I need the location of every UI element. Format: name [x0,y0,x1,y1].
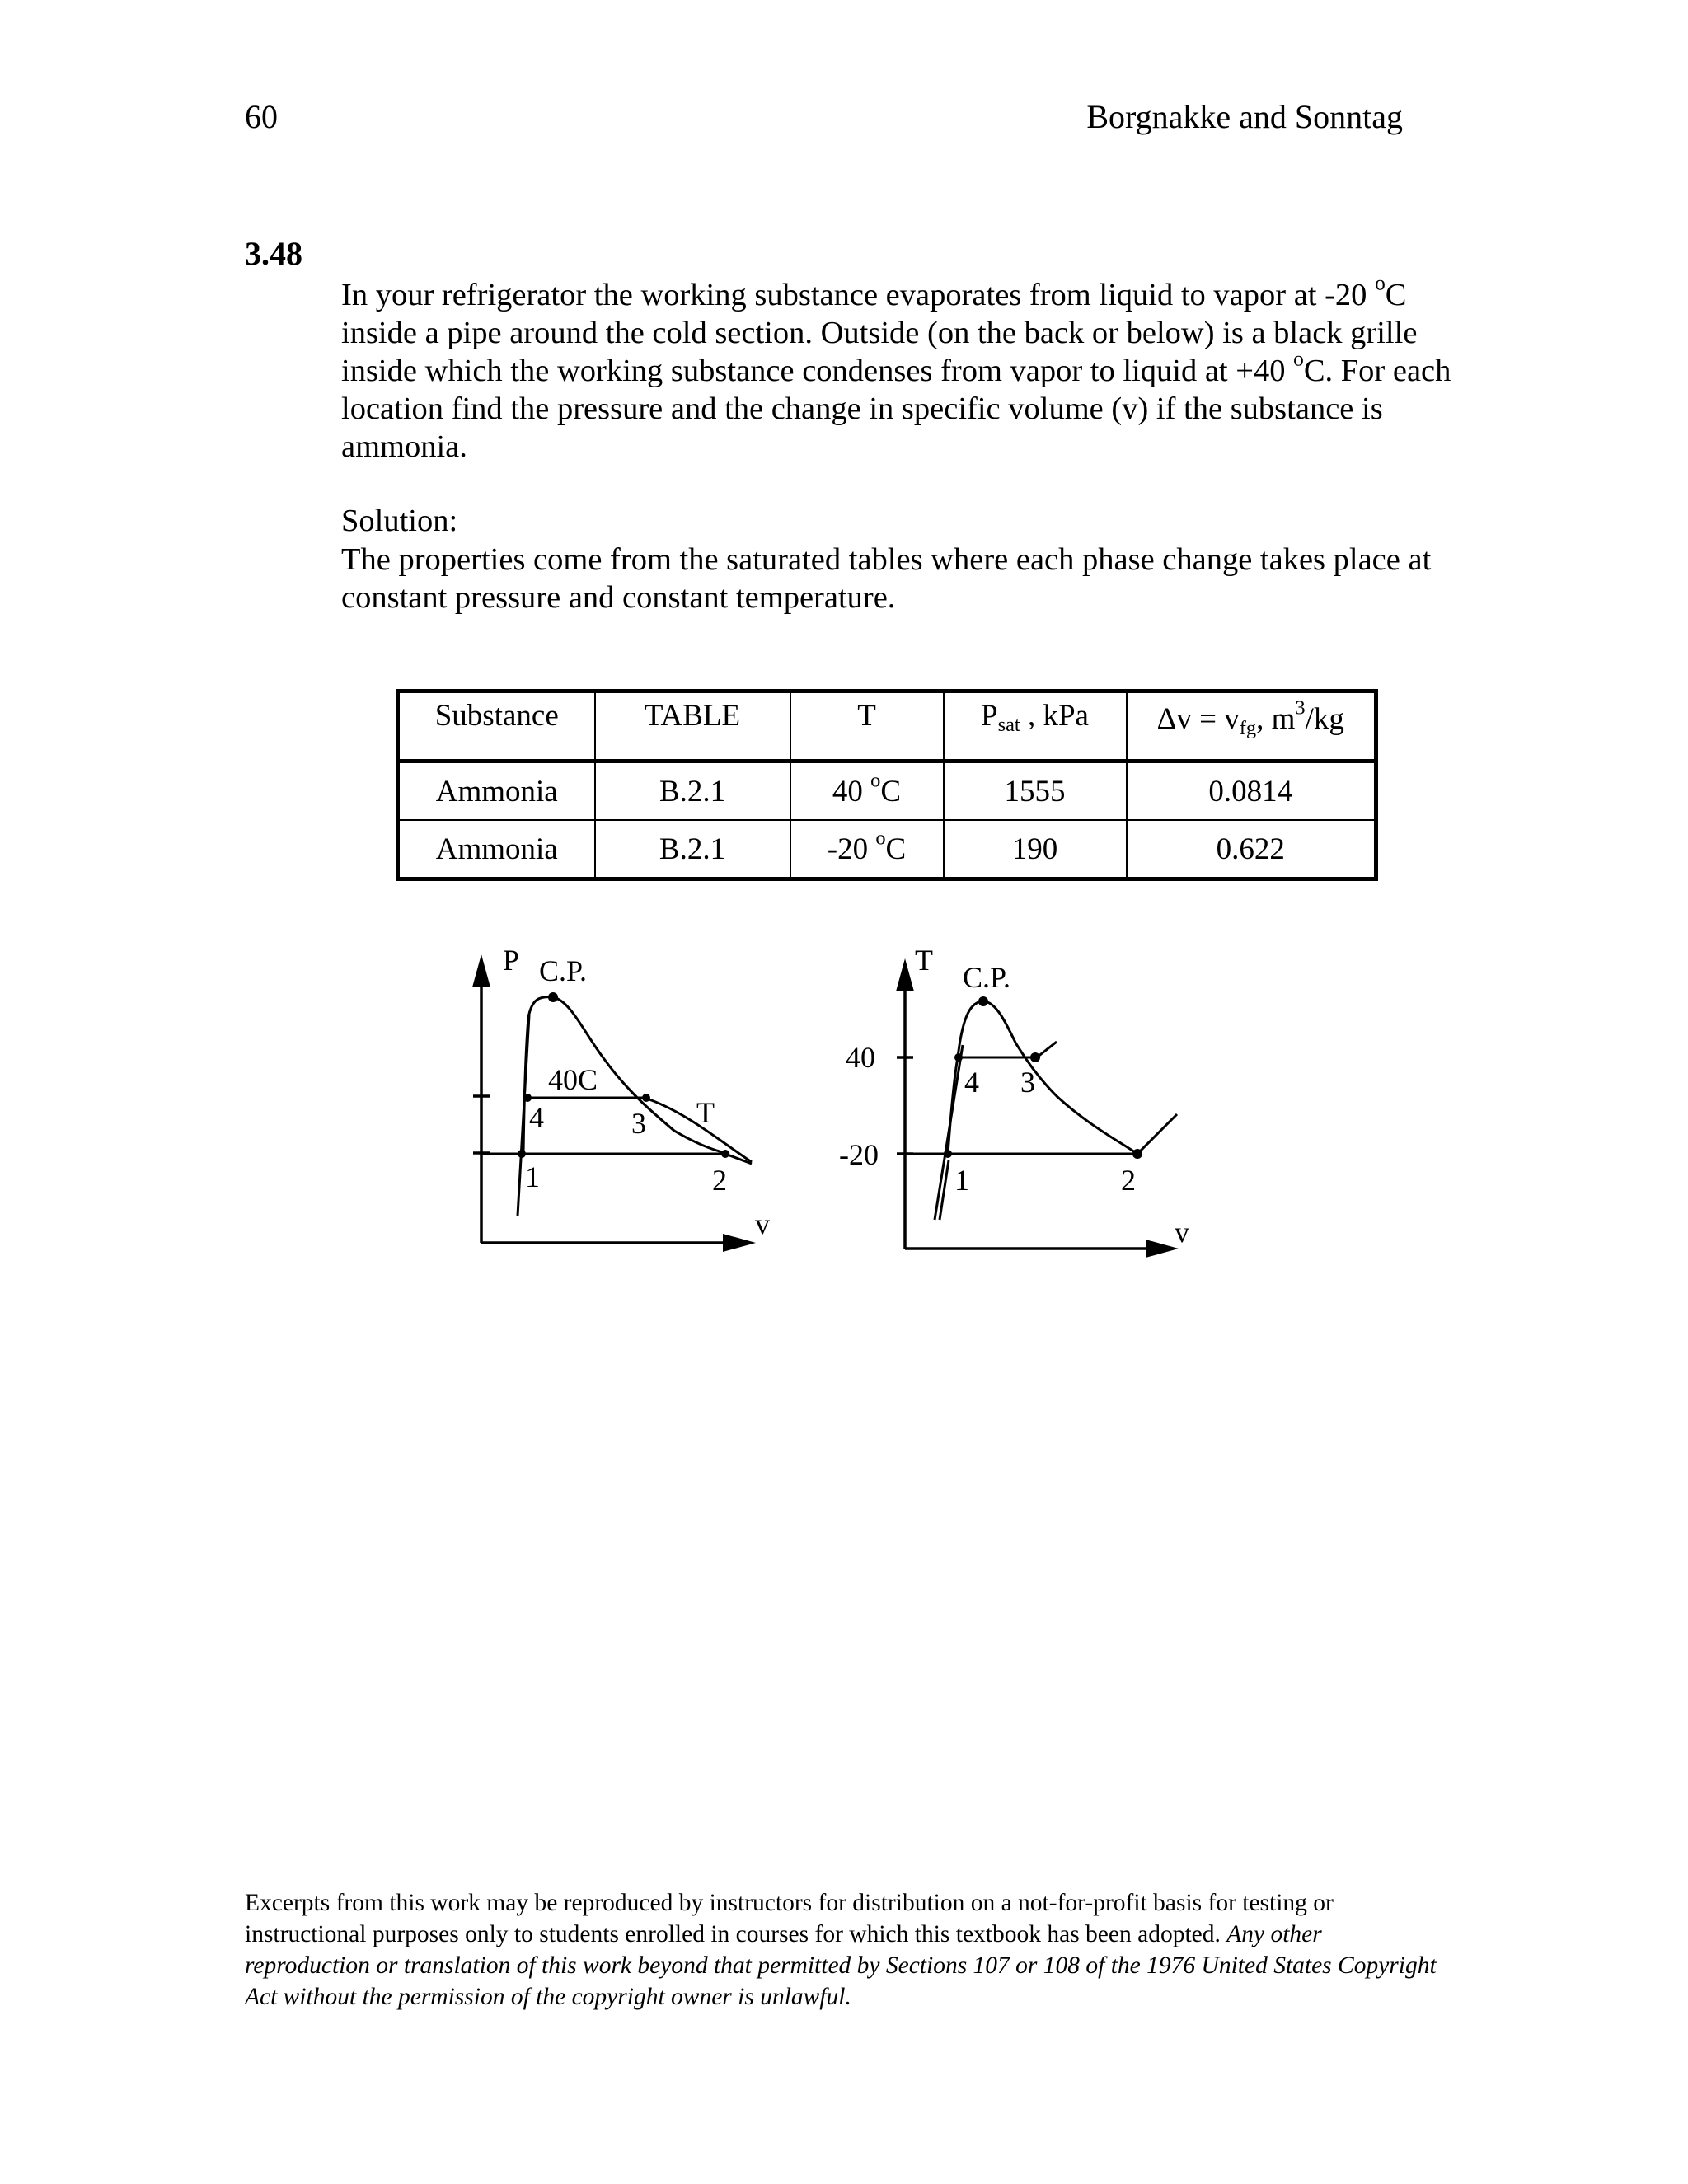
tv-state-1-dot [944,1150,952,1158]
tv-isotherm-liquid-2 [940,1160,949,1220]
pv-curve-label: T [696,1096,715,1129]
tv-x-arrow [1146,1240,1179,1258]
pv-critical-point-label: C.P. [539,954,588,987]
pv-state-2-label: 2 [712,1164,727,1197]
pv-isotherm-label: 40C [548,1063,598,1096]
cell-temperature: -20 $^o$C [790,820,944,879]
header-substance: Substance [398,691,595,762]
tv-y-axis-label: T [915,944,933,977]
tv-tick-high-label: 40 [846,1041,875,1074]
cell-psat: 1555 [944,762,1127,821]
tv-tick-low-label: -20 [839,1138,879,1171]
cell-delta-v: 0.622 [1127,820,1376,879]
running-head: Borgnakke and Sonntag [1086,98,1403,135]
tv-state-2-dot [1132,1149,1142,1159]
pv-state-2-dot [721,1150,729,1158]
tv-critical-point-label: C.P. [963,961,1011,994]
tv-state-1-label: 1 [954,1164,969,1197]
page-number: 60 [245,98,278,135]
cell-table: B.2.1 [595,762,790,821]
tv-critical-point-dot [978,996,988,1006]
cell-table: B.2.1 [595,820,790,879]
pv-state-3-dot [642,1094,650,1102]
pv-state-1-label: 1 [525,1160,540,1193]
header-table: TABLE [595,691,790,762]
tv-diagram [896,958,1179,1258]
pv-y-axis-label: P [503,944,520,977]
cell-delta-v: 0.0814 [1127,762,1376,821]
tv-state-4-label: 4 [964,1066,979,1099]
cell-substance: Ammonia [398,762,595,821]
tv-state-4-dot [954,1053,963,1062]
solution-text: The properties come from the saturated tables where each phase change takes place at constant pressure and constant temperature. [341,542,1432,615]
pv-critical-point-dot [548,992,558,1002]
tv-state-3-label: 3 [1020,1066,1035,1099]
problem-number: 3.48 [245,235,302,272]
copyright-footer: Excerpts from this work may be reproduced by instructors for distribution on a not-for-profit basis for testing or instructional purposes only to students enrolled in courses for which this textbook has been adopted. Any other reproduction or translation of this work beyond that permitted by Sections 107 or 108 of the 1976 United States Copyright Act without the permission of the copyright owner is unlawful. [245,1890,1437,2010]
pv-state-3-label: 3 [631,1107,646,1140]
tv-state-2-label: 2 [1121,1164,1136,1197]
cell-temperature: 40 $^o$C [790,762,944,821]
solution-label: Solution: [341,504,458,538]
tv-isobar-low-vapor [1137,1114,1177,1154]
problem-statement: In your refrigerator the working substance evaporates from liquid to vapor at -20 $^o$C inside a pipe around the cold section. Outside (on the back or below) is a black grille inside which the working substance condenses from vapor to liquid at +40 $^o$C. For each location find the pressure and the change in specific volume (v) if the substance is ammonia. [341,271,1451,464]
pv-state-4-label: 4 [529,1101,544,1134]
header-temperature: T [790,691,944,762]
pv-x-axis-label: v [755,1207,770,1240]
pv-state-1-dot [518,1150,526,1158]
pv-y-arrow [472,954,490,987]
pv-x-arrow [723,1234,756,1252]
header-delta-v: $\Delta v = v_{fg}$, $m^3/kg$ [1127,691,1376,762]
tv-isobar-high-vapor [1037,1042,1057,1057]
cell-substance: Ammonia [398,820,595,879]
tv-state-3-dot [1030,1052,1040,1062]
tv-x-axis-label: v [1175,1216,1189,1249]
tv-y-arrow [896,958,914,991]
cell-psat: 190 [944,820,1127,879]
header-psat: $P_{sat}$ , kPa [944,691,1127,762]
